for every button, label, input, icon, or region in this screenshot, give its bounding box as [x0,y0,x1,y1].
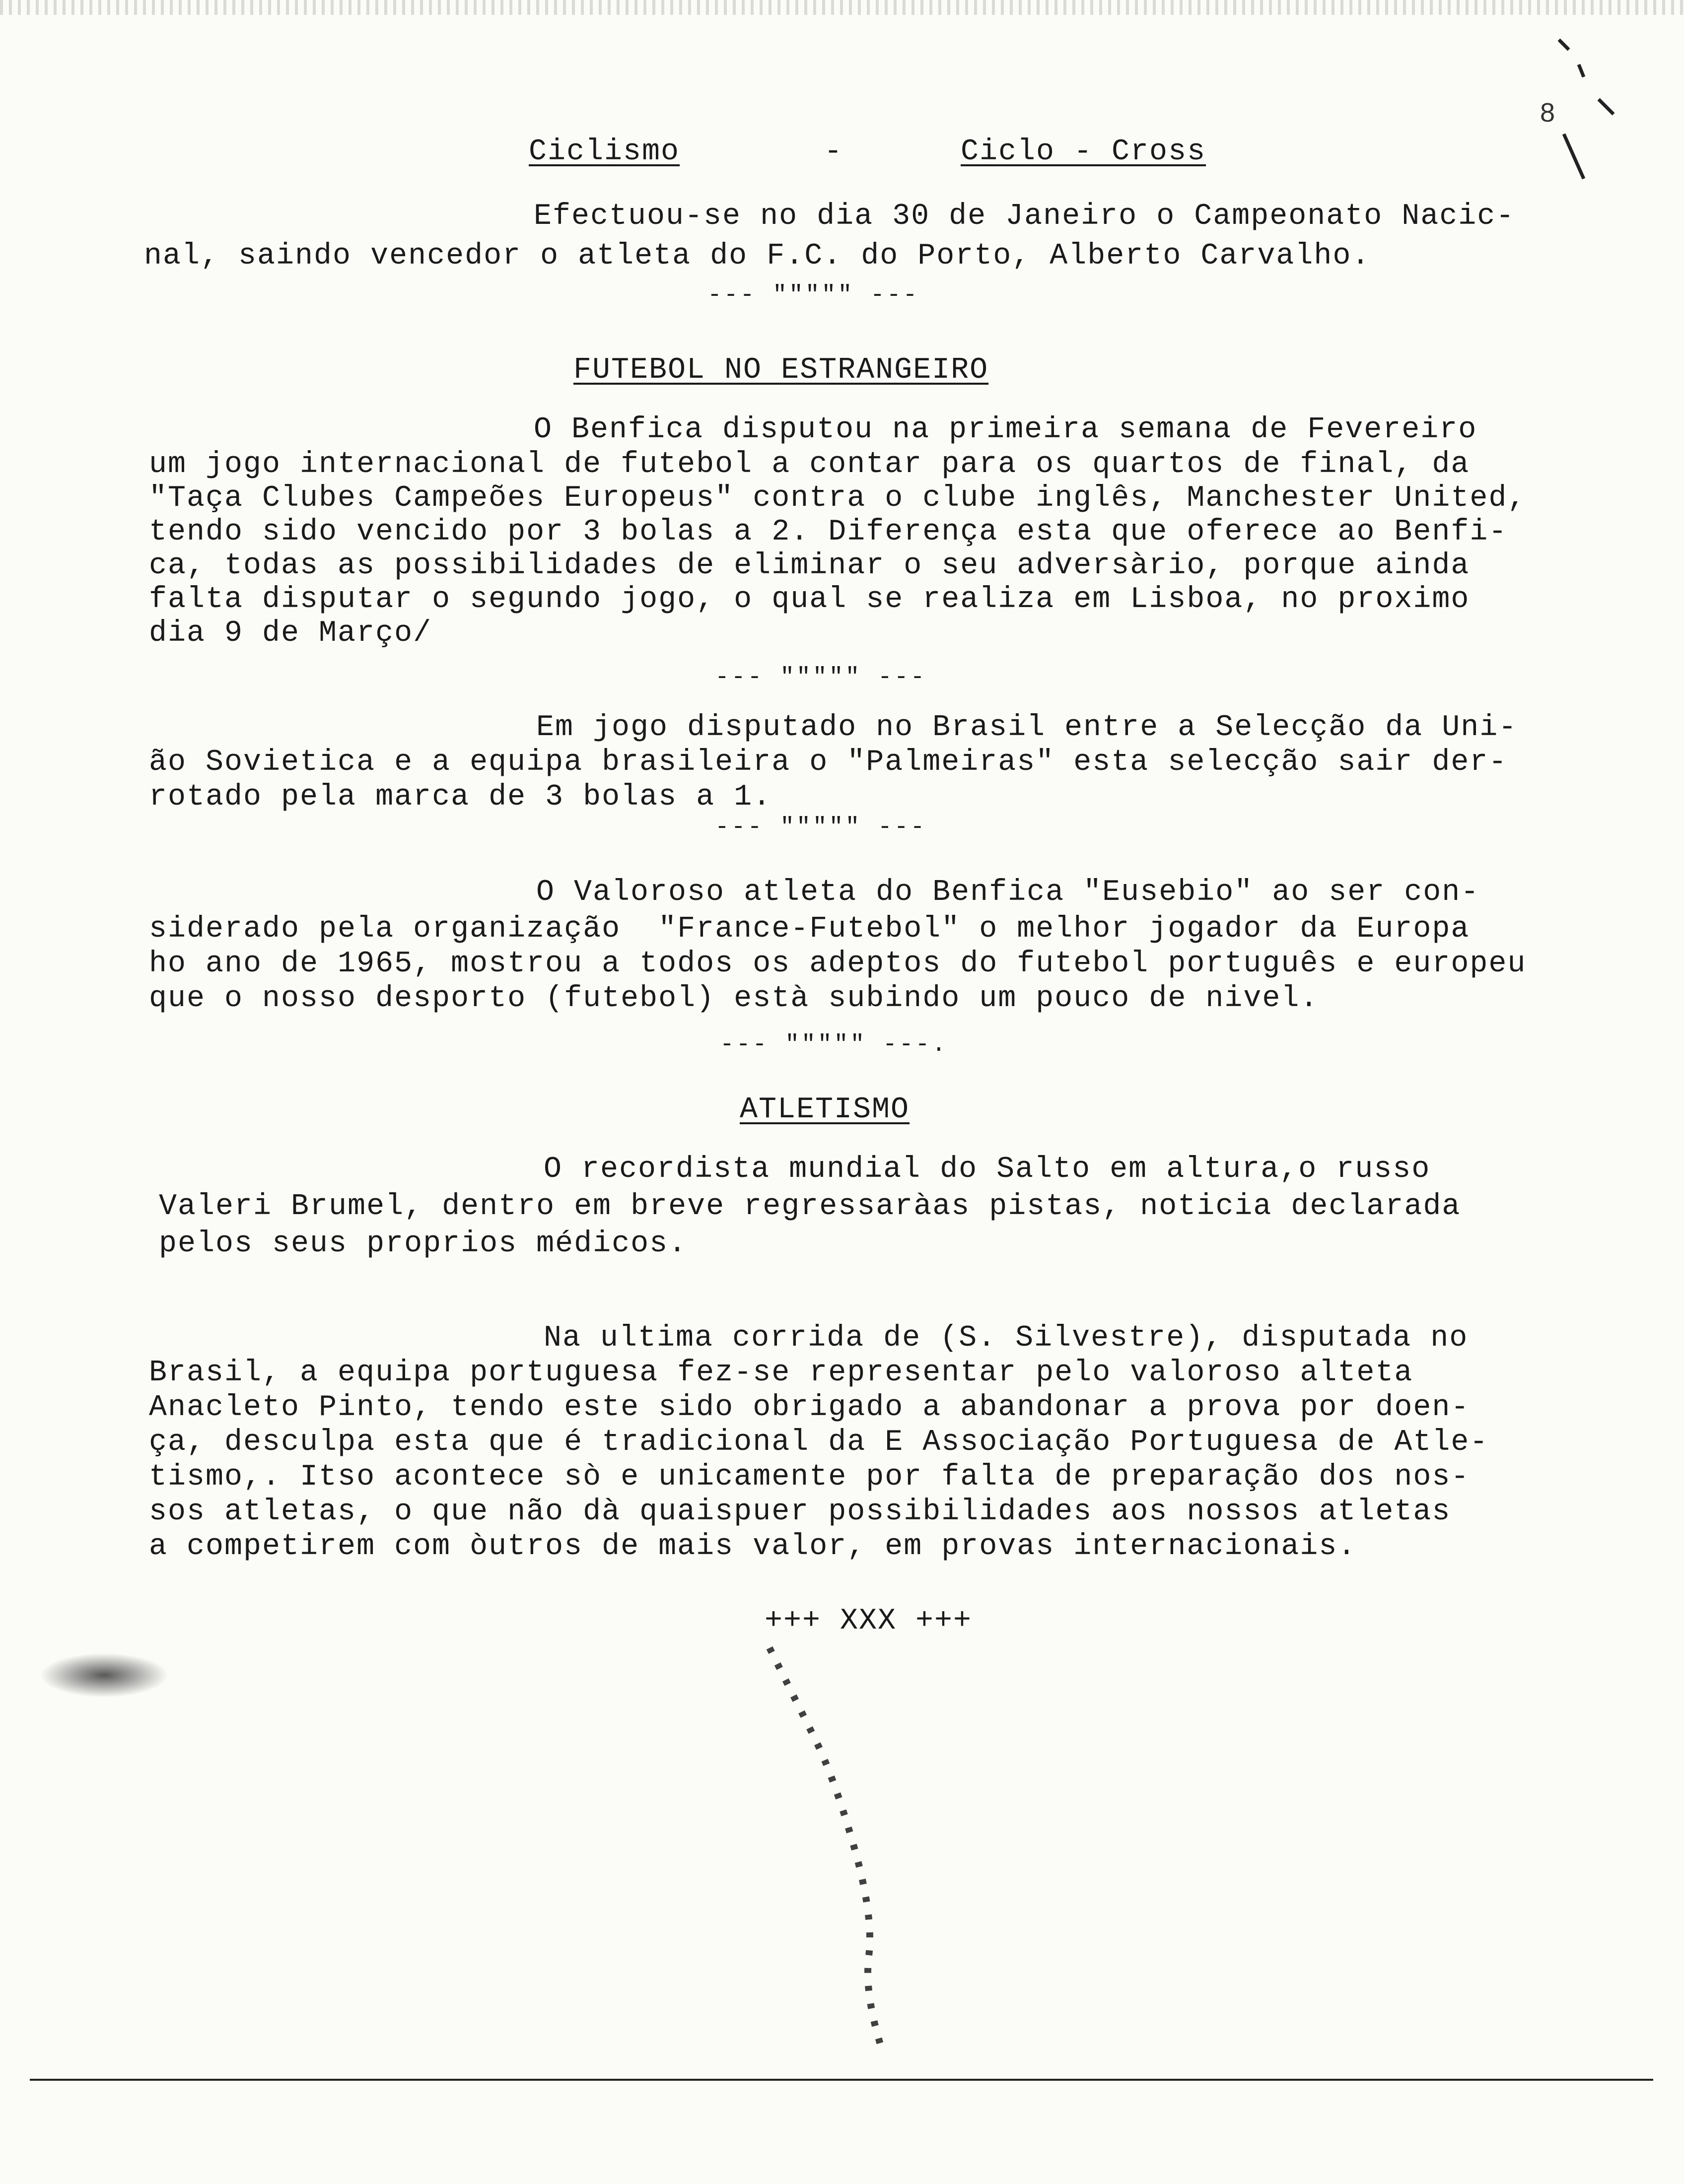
atletismo-p1-line-2: Valeri Brumel, dentro em breve regressaràas pistas, noticia declarada [159,1190,1461,1224]
separator: --- """"" --- [715,814,927,841]
futebol-p3-line-3: ho ano de 1965, mostrou a todos os adeptos do futebol português e europeu [149,947,1527,981]
atletismo-p2-line-3: Anacleto Pinto, tendo este sido obrigado a abandonar a prova por doen- [149,1391,1470,1425]
futebol-p3-line-2: siderado pela organização "France-Futebol" o melhor jogador da Europa [149,912,1470,946]
atletismo-p2-line-7: a competirem com òutros de mais valor, em provas internacionais. [149,1530,1357,1564]
margin-scribble-mark [1549,30,1618,189]
ciclismo-heading: Ciclismo [529,135,680,169]
end-mark: +++ XXX +++ [765,1604,973,1638]
heading-dash: - [824,135,843,169]
futebol-p3-line-1: O Valoroso atleta do Benfica "Eusebio" ao ser con- [536,876,1480,909]
futebol-p2-line-3: rotado pela marca de 3 bolas a 1. [149,780,772,814]
atletismo-heading: ATLETISMO [740,1093,910,1127]
separator: --- """"" --- [715,664,927,691]
futebol-p1-line-4: tendo sido vencido por 3 bolas a 2. Diferença esta que oferece ao Benfi- [149,515,1508,549]
atletismo-p1-line-1: O recordista mundial do Salto em altura,o russo [544,1153,1431,1186]
bottom-edge-rule [30,2079,1653,2081]
page-number: 8 [1540,98,1555,128]
atletismo-p2-line-5: tismo,. Itso acontece sò e unicamente por falta de preparação dos nos- [149,1460,1470,1494]
futebol-p3-line-4: que o nosso desporto (futebol) està subindo um pouco de nivel. [149,982,1319,1016]
separator: --- """"" --- [707,282,919,309]
futebol-p1-line-5: ca, todas as possibilidades de eliminar o seu adversàrio, porque ainda [149,549,1470,583]
separator: --- """"" ---. [720,1031,948,1058]
futebol-p1-line-7: dia 9 de Março/ [149,616,432,650]
ciclo-cross-heading: Ciclo - Cross [961,135,1206,169]
scan-smudge [40,1653,169,1698]
futebol-p1-line-6: falta disputar o segundo jogo, o qual se realiza em Lisboa, no proximo [149,583,1470,616]
futebol-p1-line-3: "Taça Clubes Campeões Europeus" contra o clube inglês, Manchester United, [149,481,1527,515]
futebol-p2-line-2: ão Sovietica e a equipa brasileira o "Palmeiras" esta selecção sair der- [149,746,1508,779]
futebol-p1-line-2: um jogo internacional de futebol a contar para os quartos de final, da [149,448,1470,481]
atletismo-p1-line-3: pelos seus proprios médicos. [159,1227,688,1261]
atletismo-p2-line-2: Brasil, a equipa portuguesa fez-se representar pelo valoroso alteta [149,1356,1413,1390]
futebol-p1-line-1: O Benfica disputou na primeira semana de Fevereiro [534,413,1477,447]
futebol-p2-line-1: Em jogo disputado no Brasil entre a Selecção da Uni- [536,711,1518,745]
atletismo-p2-line-6: sos atletas, o que não dà quaispuer possibilidades aos nossos atletas [149,1495,1451,1529]
atletismo-p2-line-1: Na ultima corrida de (S. Silvestre), disputada no [544,1321,1469,1355]
ciclismo-line-1: Efectuou-se no dia 30 de Janeiro o Campeonato Nacic- [534,200,1515,233]
scan-top-edge [0,0,1684,15]
futebol-heading: FUTEBOL NO ESTRANGEIRO [573,353,989,387]
atletismo-p2-line-4: ça, desculpa esta que é tradicional da E Associação Portuguesa de Atle- [149,1426,1489,1459]
scan-streak [755,1638,904,2065]
ciclismo-line-2: nal, saindo vencedor o atleta do F.C. do Porto, Alberto Carvalho. [144,239,1371,273]
